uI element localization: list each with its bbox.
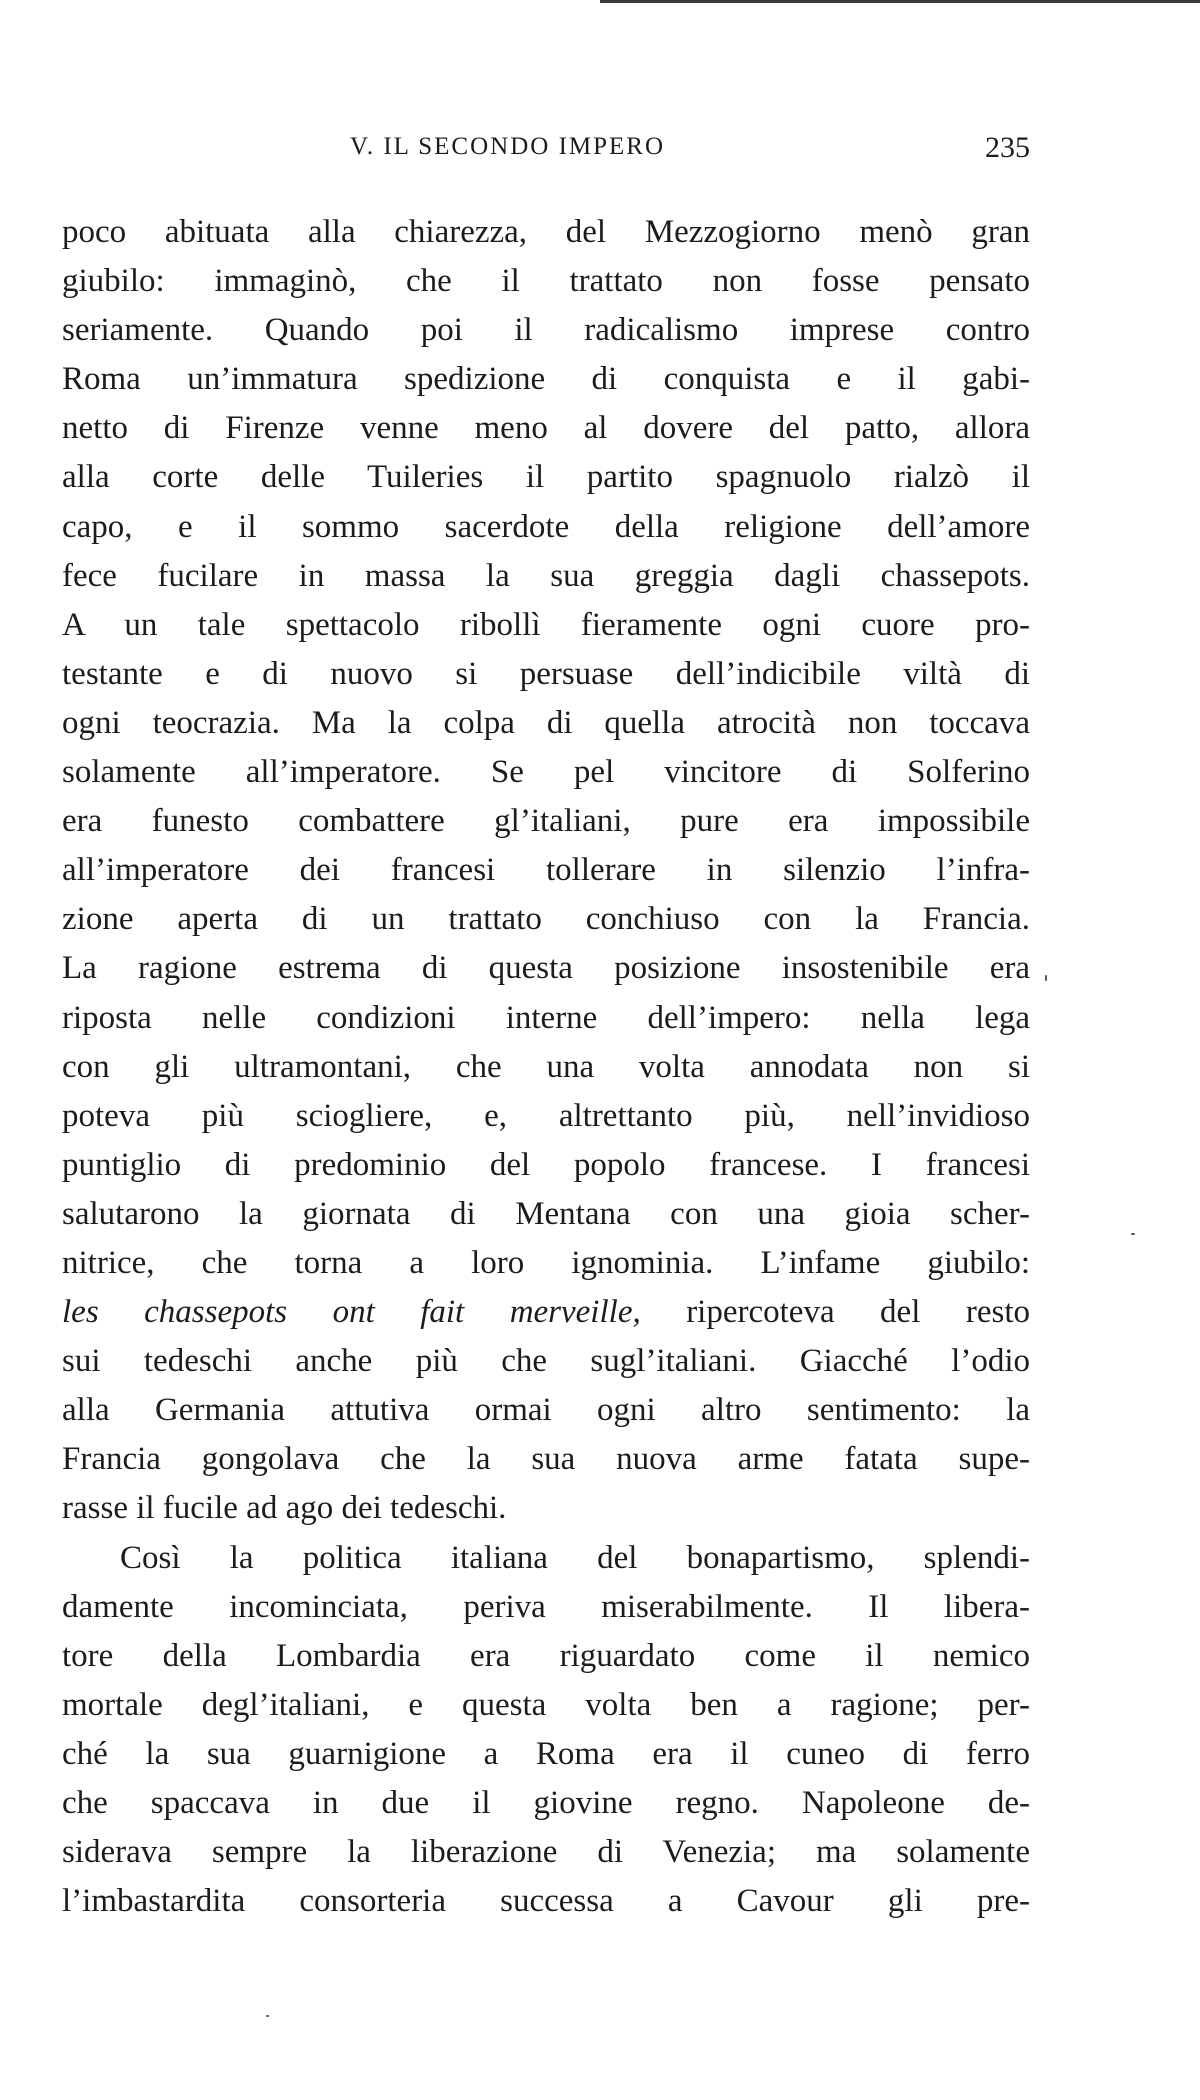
- text-line: poco abituata alla chiarezza, del Mezzogiorno menò gran: [62, 214, 1030, 250]
- text-line-italic-quote: [62, 1288, 1030, 1337]
- text-line: che spaccava in due il giovine regno. Napoleone de-: [62, 1785, 1030, 1821]
- text-line: puntiglio di predominio del popolo francese. I francesi: [62, 1146, 1030, 1183]
- text-line: La ragione estrema di questa posizione insostenibile era: [62, 950, 1030, 987]
- text-line: alla Germania attutiva ormai ogni altro sentimento: la: [62, 1392, 1030, 1429]
- page-header: [62, 133, 1030, 173]
- text-line: A un tale spettacolo ribollì fieramente ogni cuore pro-: [62, 606, 1030, 643]
- top-scan-rule: [600, 0, 1200, 3]
- text-line: rasse il fucile ad ago dei tedeschi.: [62, 1490, 507, 1527]
- text-line: giubilo: immaginò, che il trattato non fosse pensato: [62, 263, 1030, 300]
- text-line: ogni teocrazia. Ma la colpa di quella atrocità non toccava: [62, 704, 1030, 741]
- text-line: tore della Lombardia era riguardato come il nemico: [62, 1637, 1030, 1674]
- text-line: riposta nelle condizioni interne dell’impero: nella lega: [62, 999, 1030, 1036]
- body-text: [62, 208, 1030, 1926]
- text-line: con gli ultramontani, che una volta annodata non si: [62, 1048, 1030, 1085]
- text-line: fece fucilare in massa la sua greggia dagli chassepots.: [62, 557, 1030, 594]
- text-line: poteva più sciogliere, e, altrettanto più, nell’invidioso: [62, 1097, 1030, 1134]
- paragraph-first-line: Così la politica italiana del bonapartismo, splendi-: [120, 1539, 1030, 1576]
- text-line: netto di Firenze venne meno al dovere del patto, allora: [62, 410, 1030, 447]
- scan-speck: [266, 2015, 269, 2017]
- quote-continuation: ripercoteva del resto: [640, 1294, 1030, 1331]
- text-line: capo, e il sommo sacerdote della religione dell’amore: [62, 508, 1030, 545]
- scan-speck: [1131, 1233, 1135, 1235]
- text-line: seriamente. Quando poi il radicalismo imprese contro: [62, 312, 1030, 349]
- text-line: ché la sua guarnigione a Roma era il cuneo di ferro: [62, 1735, 1030, 1772]
- text-line: siderava sempre la liberazione di Venezia; ma solamente: [62, 1834, 1030, 1871]
- text-line: era funesto combattere gl’italiani, pure era impossibile: [62, 803, 1030, 840]
- text-line: sui tedeschi anche più che sugl’italiani. Giacché l’odio: [62, 1343, 1030, 1380]
- text-line: l’imbastardita consorteria successa a Cavour gli pre-: [62, 1883, 1030, 1920]
- text-line: testante e di nuovo si persuase dell’indicibile viltà di: [62, 655, 1030, 692]
- italic-quote: les chassepots ont fait merveille,: [62, 1294, 641, 1331]
- text-line: solamente all’imperatore. Se pel vincitore di Solferino: [62, 754, 1030, 791]
- text-line: damente incominciata, periva miserabilmente. Il libera-: [62, 1588, 1030, 1625]
- text-line: mortale degl’italiani, e questa volta ben a ragione; per-: [62, 1686, 1030, 1723]
- text-line: alla corte delle Tuileries il partito spagnuolo rialzò il: [62, 459, 1030, 496]
- text-line: Francia gongolava che la sua nuova arme fatata supe-: [62, 1441, 1030, 1478]
- running-head: V. IL SECONDO IMPERO: [350, 133, 666, 160]
- scan-speck: [1045, 975, 1047, 981]
- text-line: nitrice, che torna a loro ignominia. L’infame giubilo:: [62, 1244, 1030, 1281]
- text-line: salutarono la giornata di Mentana con una gioia scher-: [62, 1195, 1030, 1232]
- text-line: zione aperta di un trattato conchiuso con la Francia.: [62, 901, 1030, 938]
- text-line: all’imperatore dei francesi tollerare in silenzio l’infra-: [62, 852, 1030, 889]
- text-line: Roma un’immatura spedizione di conquista e il gabi-: [62, 361, 1030, 398]
- page-number: 235: [985, 131, 1030, 164]
